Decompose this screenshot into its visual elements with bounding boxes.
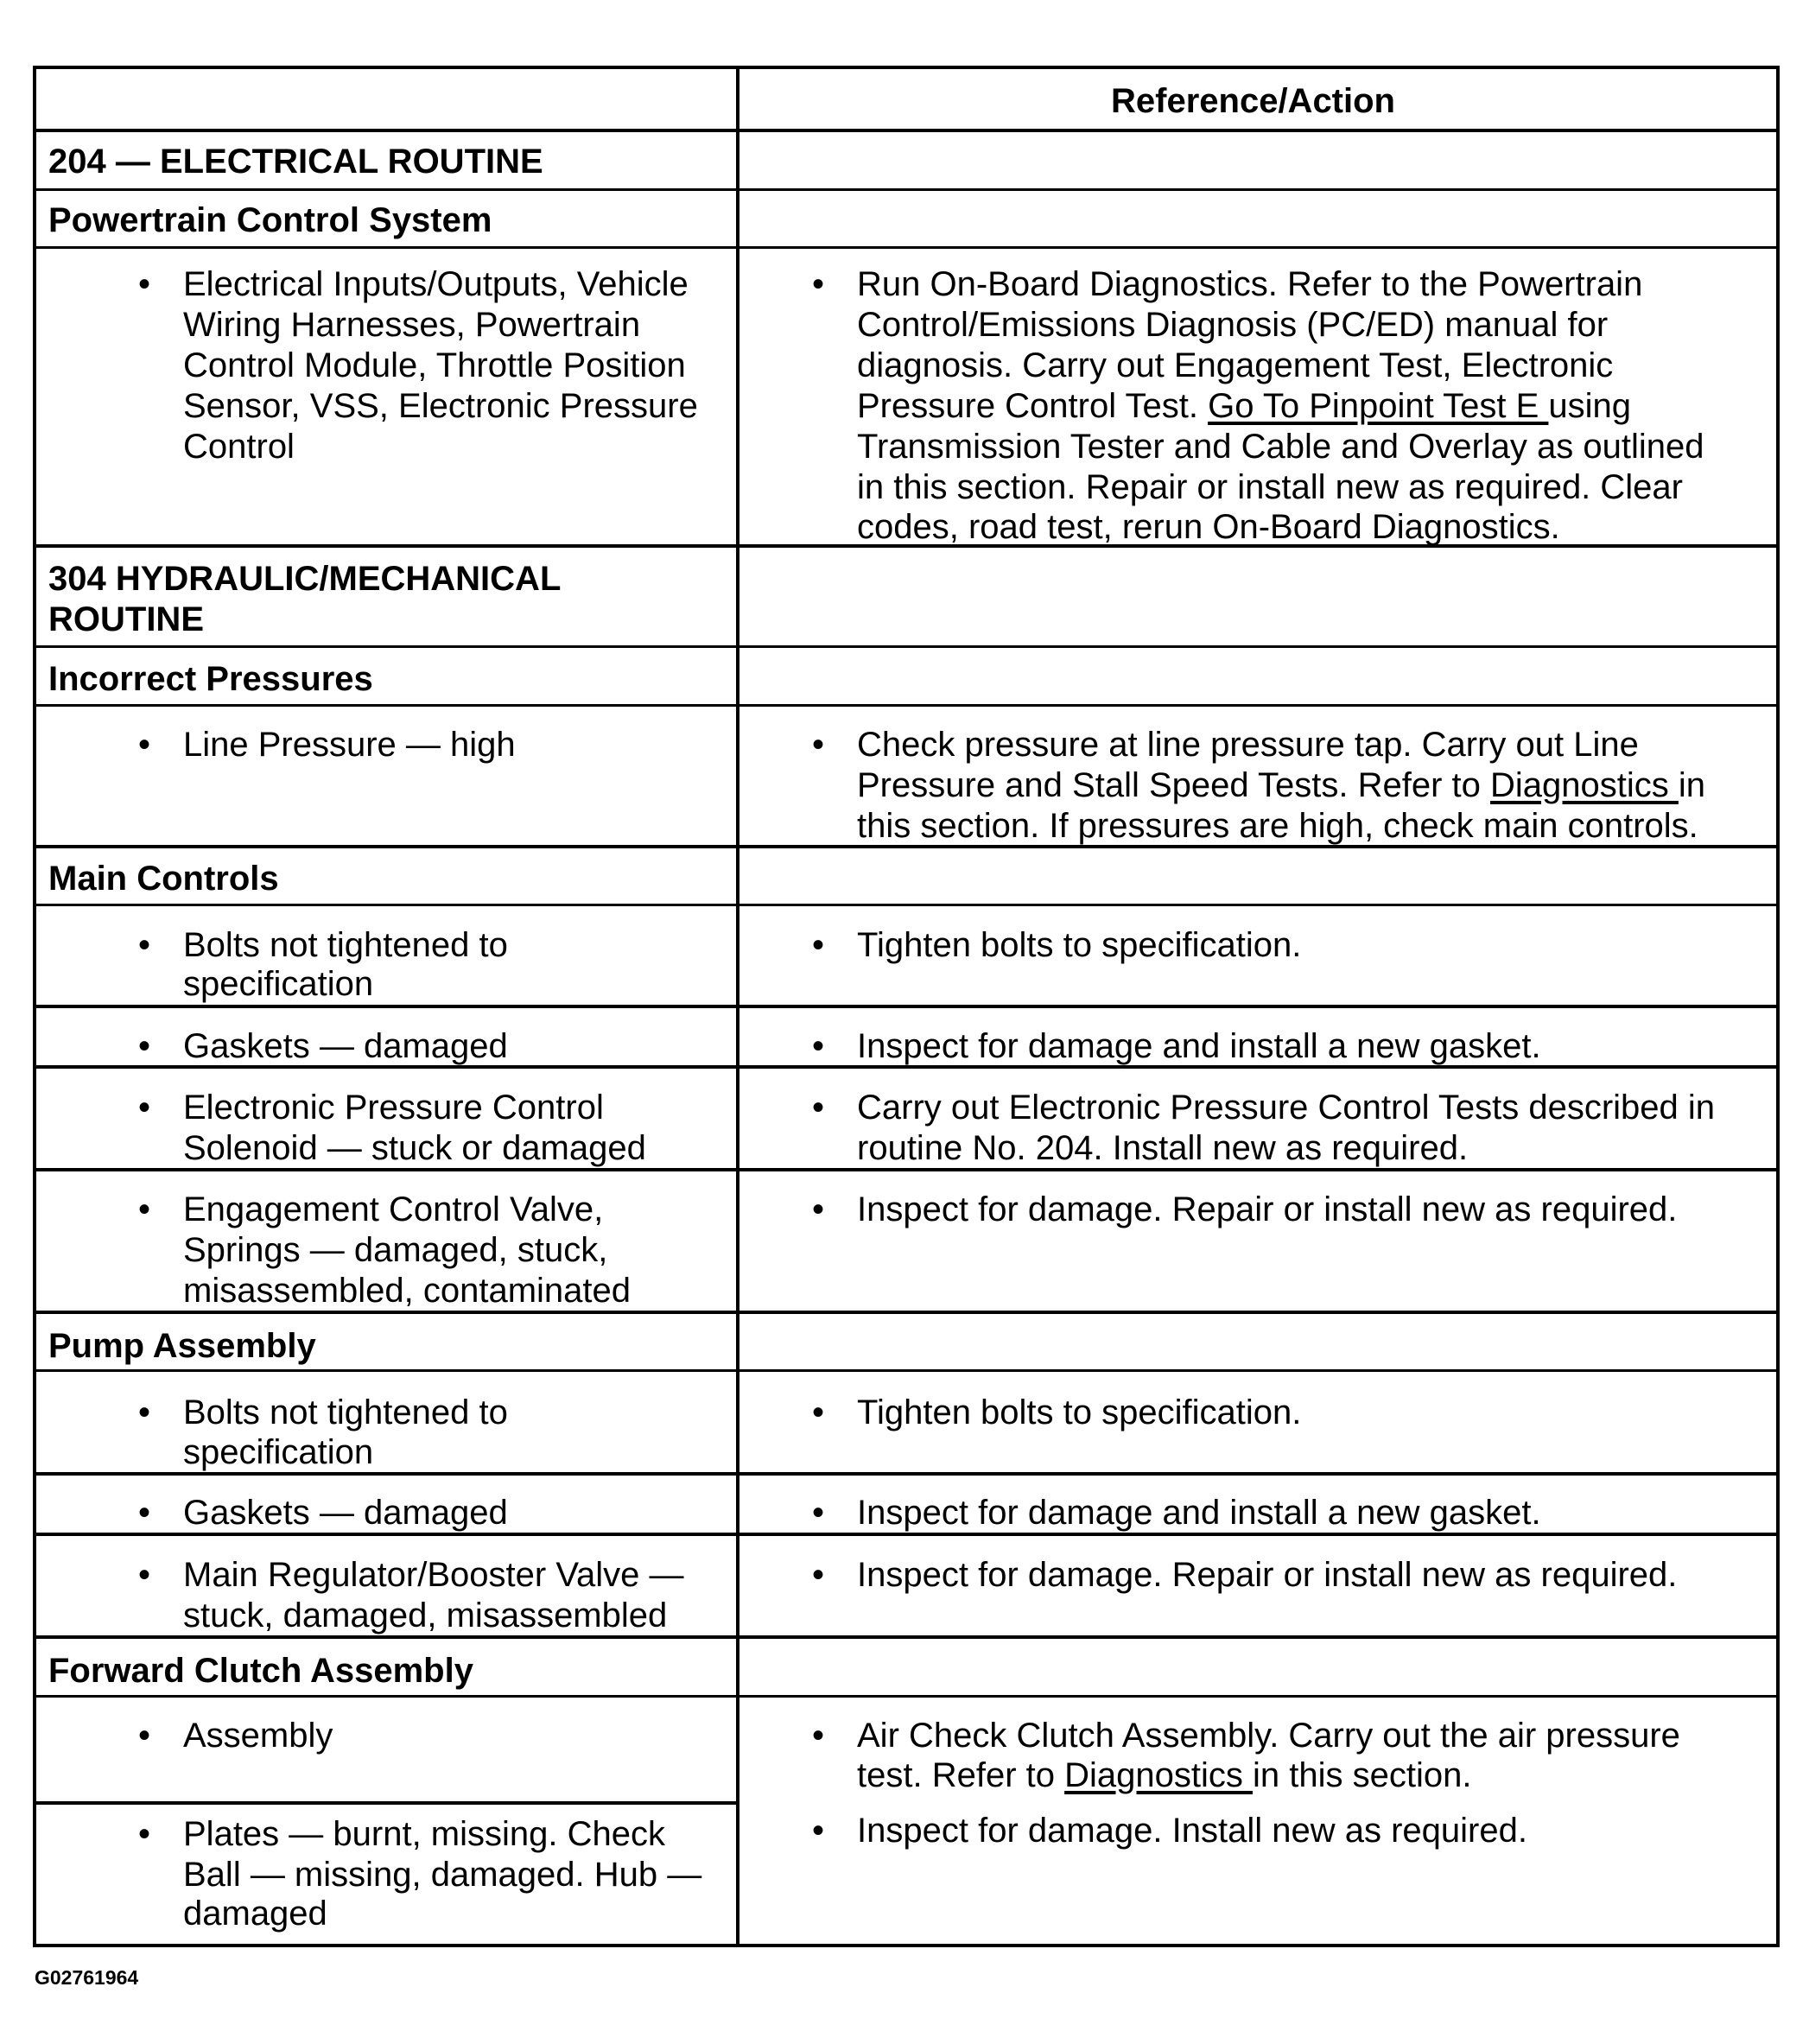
- header-reference-action: Reference/Action: [1111, 82, 1395, 120]
- row-divider: [36, 1005, 1776, 1008]
- symptom-line: specification: [183, 1433, 374, 1471]
- bullet: •: [812, 1089, 825, 1127]
- symptom-line: Plates — burnt, missing. Check: [183, 1815, 665, 1853]
- bullet: •: [138, 1556, 151, 1594]
- action-line: diagnosis. Carry out Engagement Test, Electronic: [857, 346, 1614, 384]
- action-line: Carry out Electronic Pressure Control Tests described in: [857, 1089, 1716, 1127]
- symptom-line: Assembly: [183, 1717, 333, 1755]
- symptom-line: Bolts not tightened to: [183, 1393, 508, 1431]
- action-text: test. Refer to: [857, 1756, 1065, 1794]
- action-text: in this section.: [1252, 1756, 1472, 1794]
- bullet: •: [812, 1027, 825, 1065]
- section-title-forward-clutch: Forward Clutch Assembly: [48, 1652, 473, 1690]
- action-text: Pressure Control Test.: [857, 387, 1209, 425]
- symptom-line: Control: [183, 428, 295, 466]
- bullet: •: [138, 265, 151, 303]
- diagnostics-link[interactable]: Diagnostics: [1064, 1756, 1253, 1794]
- symptom-line: Bolts not tightened to: [183, 926, 508, 964]
- symptom-line: Ball — missing, damaged. Hub —: [183, 1856, 702, 1894]
- symptom-line: Control Module, Throttle Position: [183, 346, 686, 384]
- section-title-main-controls: Main Controls: [48, 860, 279, 898]
- action-line: Inspect for damage. Install new as required.: [857, 1812, 1527, 1850]
- bullet: •: [812, 1556, 825, 1594]
- section-title-electrical: 204 — ELECTRICAL ROUTINE: [48, 143, 543, 181]
- symptom-line: Main Regulator/Booster Valve —: [183, 1556, 684, 1594]
- action-line: [857, 1755, 1471, 1796]
- symptom-line: Engagement Control Valve,: [183, 1190, 604, 1228]
- action-line: Inspect for damage. Repair or install new as required.: [857, 1556, 1678, 1594]
- bullet: •: [812, 726, 825, 764]
- bullet: •: [138, 1190, 151, 1228]
- bullet: •: [138, 1393, 151, 1431]
- symptom-line: Electrical Inputs/Outputs, Vehicle: [183, 265, 689, 303]
- symptom-line: Gaskets — damaged: [183, 1494, 508, 1532]
- pinpoint-test-e-link[interactable]: Go To Pinpoint Test E: [1208, 387, 1549, 425]
- bullet: •: [138, 1089, 151, 1127]
- symptom-line: stuck, damaged, misassembled: [183, 1596, 668, 1635]
- row-divider: [36, 645, 1776, 648]
- action-text: using: [1548, 387, 1632, 425]
- symptom-line: damaged: [183, 1895, 327, 1933]
- action-line: Tighten bolts to specification.: [857, 926, 1302, 964]
- bullet: •: [812, 1717, 825, 1755]
- row-divider: [36, 1369, 1776, 1372]
- bullet: •: [812, 1393, 825, 1431]
- section-title-powertrain: Powertrain Control System: [48, 201, 492, 239]
- action-line: Control/Emissions Diagnosis (PC/ED) manual for: [857, 306, 1609, 344]
- section-title-incorrect-pressures: Incorrect Pressures: [48, 660, 373, 698]
- action-line: in this section. Repair or install new as required. Clear: [857, 468, 1683, 506]
- row-divider: [36, 188, 1776, 191]
- action-line: codes, road test, rerun On-Board Diagnostics.: [857, 508, 1560, 546]
- bullet: •: [812, 265, 825, 303]
- bullet: •: [138, 1717, 151, 1755]
- bullet: •: [812, 1190, 825, 1228]
- bullet: •: [812, 1494, 825, 1532]
- action-line: this section. If pressures are high, check main controls.: [857, 807, 1698, 845]
- row-divider: [36, 246, 1776, 249]
- section-title-hydraulic: 304 HYDRAULIC/MECHANICAL: [48, 560, 562, 598]
- action-line: routine No. 204. Install new as required.: [857, 1129, 1469, 1167]
- symptom-line: Sensor, VSS, Electronic Pressure: [183, 387, 698, 425]
- symptom-line: specification: [183, 965, 374, 1003]
- action-line: Transmission Tester and Cable and Overlay as outlined: [857, 428, 1704, 466]
- symptom-line: Wiring Harnesses, Powertrain: [183, 306, 641, 344]
- action-line: [857, 386, 1631, 427]
- symptom-line: Gaskets — damaged: [183, 1027, 508, 1065]
- symptom-line: Electronic Pressure Control: [183, 1089, 604, 1127]
- row-divider: [36, 129, 1776, 132]
- troubleshooting-table: [33, 66, 1780, 1947]
- row-divider: [36, 1695, 1776, 1698]
- bullet: •: [138, 1815, 151, 1853]
- symptom-line: Springs — damaged, stuck,: [183, 1231, 608, 1269]
- bullet: •: [138, 1494, 151, 1532]
- section-title-pump-assembly: Pump Assembly: [48, 1327, 316, 1365]
- action-line: Inspect for damage. Repair or install new as required.: [857, 1190, 1678, 1228]
- action-line: Check pressure at line pressure tap. Carry out Line: [857, 726, 1639, 764]
- symptom-line: Solenoid — stuck or damaged: [183, 1129, 646, 1167]
- action-line: Inspect for damage and install a new gasket.: [857, 1027, 1541, 1065]
- action-line: Air Check Clutch Assembly. Carry out the air pressure: [857, 1717, 1680, 1755]
- row-divider: [36, 1801, 736, 1805]
- row-divider: [36, 904, 1776, 906]
- action-line: Run On-Board Diagnostics. Refer to the Powertrain: [857, 265, 1643, 303]
- symptom-line: Line Pressure — high: [183, 726, 516, 764]
- action-text: Pressure and Stall Speed Tests. Refer to: [857, 766, 1490, 804]
- bullet: •: [812, 926, 825, 964]
- section-title-hydraulic-line2: ROUTINE: [48, 600, 204, 638]
- row-divider: [36, 704, 1776, 707]
- bullet: •: [812, 1812, 825, 1850]
- symptom-line: misassembled, contaminated: [183, 1272, 632, 1310]
- diagnostics-link[interactable]: Diagnostics: [1490, 766, 1679, 804]
- action-line: Inspect for damage and install a new gasket.: [857, 1494, 1541, 1532]
- action-line: Tighten bolts to specification.: [857, 1393, 1302, 1431]
- bullet: •: [138, 1027, 151, 1065]
- bullet: •: [138, 726, 151, 764]
- figure-id: G02761964: [35, 1966, 139, 1989]
- action-line: [857, 765, 1705, 806]
- action-text: in: [1678, 766, 1706, 804]
- bullet: •: [138, 926, 151, 964]
